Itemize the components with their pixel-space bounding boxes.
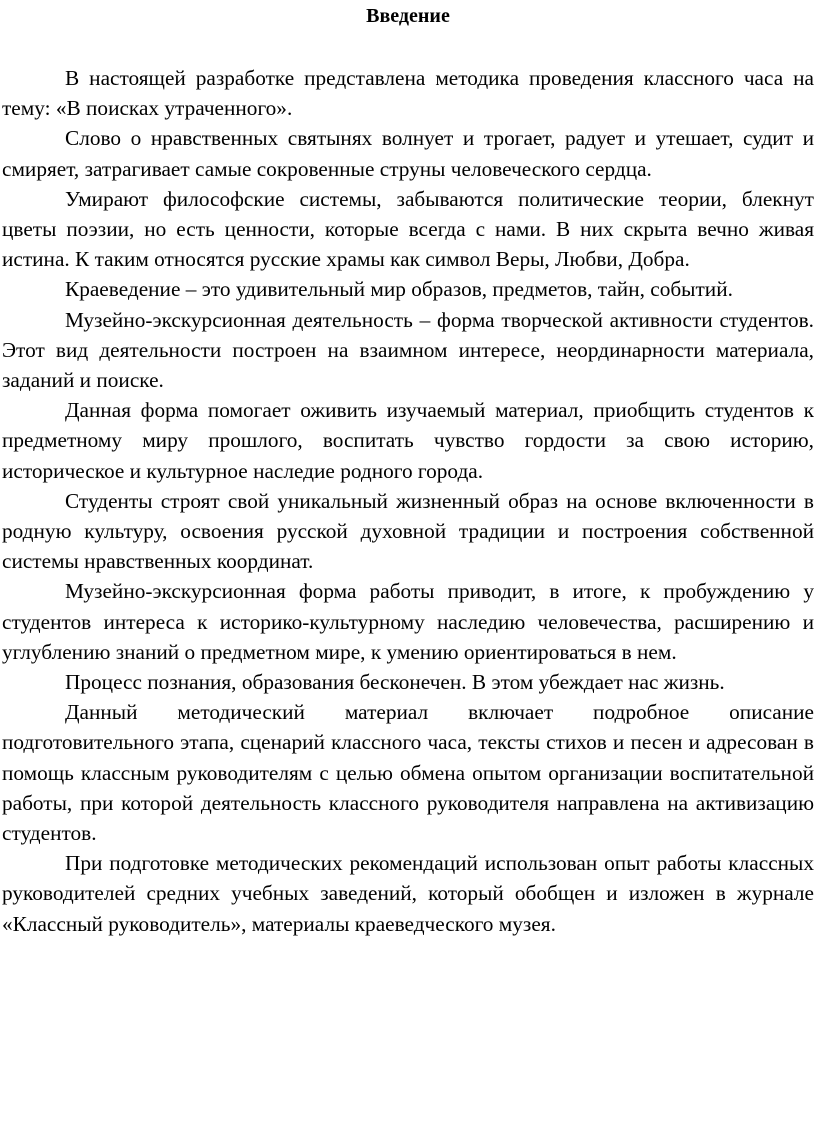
- paragraph-6: Данная форма помогает оживить изучаемый материал, приобщить студентов к предметному миру прошлого, воспитать чувство гордости за свою историю, историческое и культурное наследие родного города.: [2, 398, 814, 483]
- paragraph-1: В настоящей разработке представлена методика проведения классного часа на тему: «В поисках утраченного».: [2, 66, 814, 121]
- page-title: Введение: [366, 5, 450, 27]
- paragraph-2: Слово о нравственных святынях волнует и трогает, радует и утешает, судит и смиряет, затрагивает самые сокровенные струны человеческого сердца.: [2, 126, 814, 181]
- paragraph-8: Музейно-экскурсионная форма работы приводит, в итоге, к пробуждению у студентов интереса к историко-культурному наследию человечества, расширению и углублению знаний о предметном мире, к умению ориентироваться в нем.: [2, 579, 814, 664]
- paragraph-5: Музейно-экскурсионная деятельность – форма творческой активности студентов. Этот вид деятельности построен на взаимном интересе, неординарности материала, заданий и поиске.: [2, 307, 814, 393]
- paragraph-9: Процесс познания, образования бесконечен. В этом убеждает нас жизнь.: [65, 670, 725, 695]
- paragraph-11: При подготовке методических рекомендаций использован опыт работы классных руководителей средних учебных заведений, который обобщен и изложен в журнале «Классный руководитель», материалы краеведческого музея.: [2, 851, 814, 936]
- paragraph-7: Студенты строят свой уникальный жизненный образ на основе включенности в родную культуру, освоения русской духовной традиции и построения собственной системы нравственных координат.: [2, 488, 814, 574]
- paragraph-4: Краеведение – это удивительный мир образов, предметов, тайн, событий.: [65, 277, 733, 302]
- paragraph-3: Умирают философские системы, забываются политические теории, блекнут цветы поэзии, но есть ценности, которые всегда с нами. В них скрыта вечно живая истина. К таким относятся русские храмы как символ Веры, Любви, Добра.: [2, 186, 814, 272]
- paragraph-10: Данный методический материал включает подробное описание подготовительного этапа, сценарий классного часа, тексты стихов и песен и адресован в помощь классным руководителям с целью обмена опытом организации воспитательной работы, при которой деятельность классного руководителя направлена на активизацию студентов.: [2, 700, 814, 846]
